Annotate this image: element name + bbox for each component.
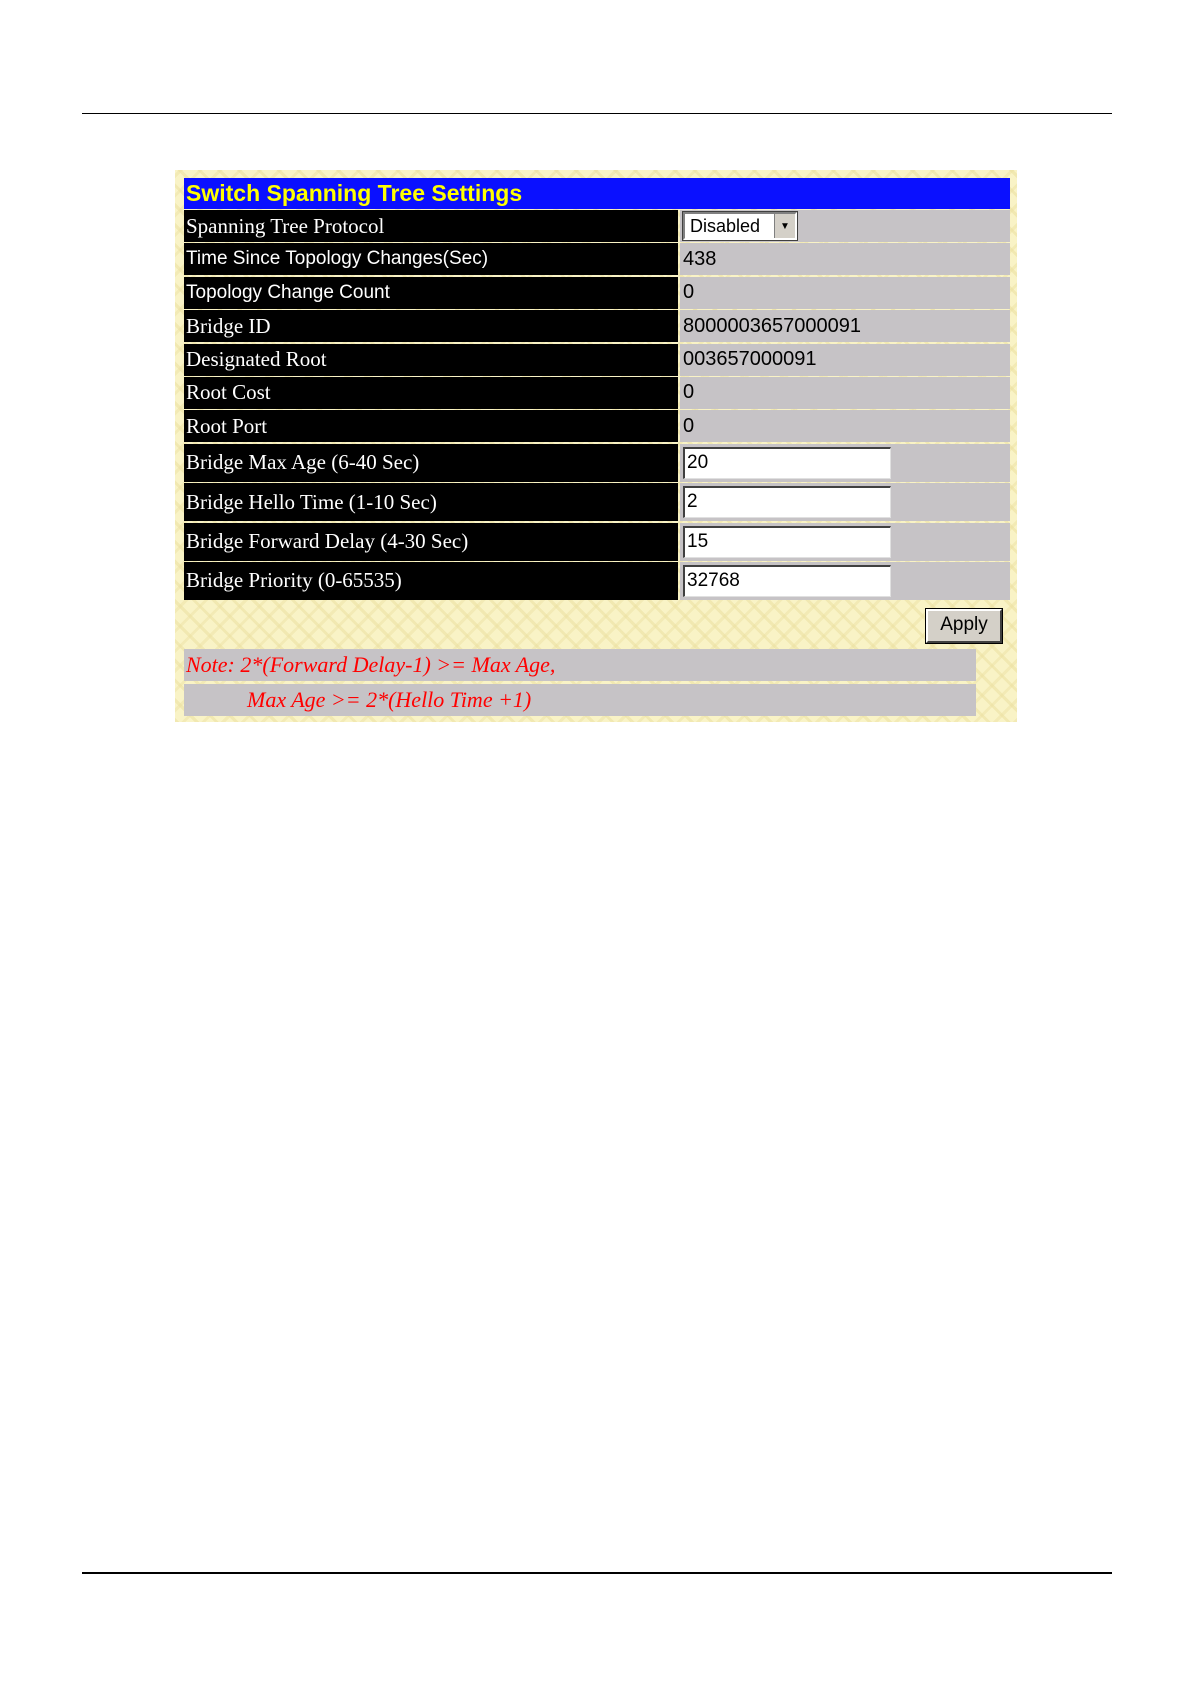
chevron-down-icon[interactable]: ▼	[774, 214, 795, 238]
spanning-tree-settings-panel	[175, 170, 1017, 722]
row-designated-root	[184, 344, 1010, 376]
row-bridge-max-age	[184, 444, 1010, 482]
root-port-value: 0	[680, 410, 1010, 442]
row-bridge-hello-time	[184, 483, 1010, 521]
row-time-since-topology-changes	[184, 243, 1010, 275]
root-cost-value: 0	[680, 377, 1010, 409]
row-root-cost	[184, 377, 1010, 409]
bridge-hello-time-input[interactable]: 2	[683, 486, 891, 518]
row-topology-change-count	[184, 277, 1010, 309]
bridge-max-age-input[interactable]: 20	[683, 447, 891, 479]
bridge-max-age-label: Bridge Max Age (6-40 Sec)	[184, 444, 678, 482]
bridge-priority-input[interactable]: 32768	[683, 565, 891, 597]
topology-change-count-value: 0	[680, 277, 1010, 309]
time-since-topology-changes-label: Time Since Topology Changes(Sec)	[184, 243, 678, 275]
row-bridge-priority	[184, 562, 1010, 600]
bridge-priority-label: Bridge Priority (0-65535)	[184, 562, 678, 600]
spanning-tree-protocol-select[interactable]	[683, 212, 797, 240]
bridge-forward-delay-label: Bridge Forward Delay (4-30 Sec)	[184, 523, 678, 561]
footer-rule	[82, 1572, 1112, 1574]
panel-title: Switch Spanning Tree Settings	[184, 178, 1010, 209]
apply-button[interactable]: Apply	[926, 609, 1002, 643]
spanning-tree-protocol-cell	[680, 210, 1010, 242]
bridge-hello-time-cell	[680, 483, 1010, 521]
topology-change-count-label: Topology Change Count	[184, 277, 678, 309]
bridge-hello-time-label: Bridge Hello Time (1-10 Sec)	[184, 483, 678, 521]
bridge-id-value: 8000003657000091	[680, 310, 1010, 342]
bridge-max-age-cell	[680, 444, 1010, 482]
bridge-forward-delay-cell	[680, 523, 1010, 561]
note-line-2: Max Age >= 2*(Hello Time +1)	[184, 684, 976, 716]
note-line-1: Note: 2*(Forward Delay-1) >= Max Age,	[184, 649, 976, 681]
bridge-id-label: Bridge ID	[184, 310, 678, 342]
bridge-forward-delay-input[interactable]: 15	[683, 526, 891, 558]
root-cost-label: Root Cost	[184, 377, 678, 409]
spanning-tree-protocol-label: Spanning Tree Protocol	[184, 210, 678, 242]
header-rule	[82, 113, 1112, 114]
designated-root-label: Designated Root	[184, 344, 678, 376]
root-port-label: Root Port	[184, 410, 678, 442]
bridge-priority-cell	[680, 562, 1010, 600]
spanning-tree-protocol-selected-value: Disabled	[690, 216, 761, 236]
row-spanning-tree-protocol	[184, 210, 1010, 242]
time-since-topology-changes-value: 438	[680, 243, 1010, 275]
designated-root-value: 003657000091	[680, 344, 1010, 376]
settings-table	[184, 210, 1010, 601]
row-root-port	[184, 410, 1010, 442]
row-bridge-id	[184, 310, 1010, 342]
row-bridge-forward-delay	[184, 523, 1010, 561]
